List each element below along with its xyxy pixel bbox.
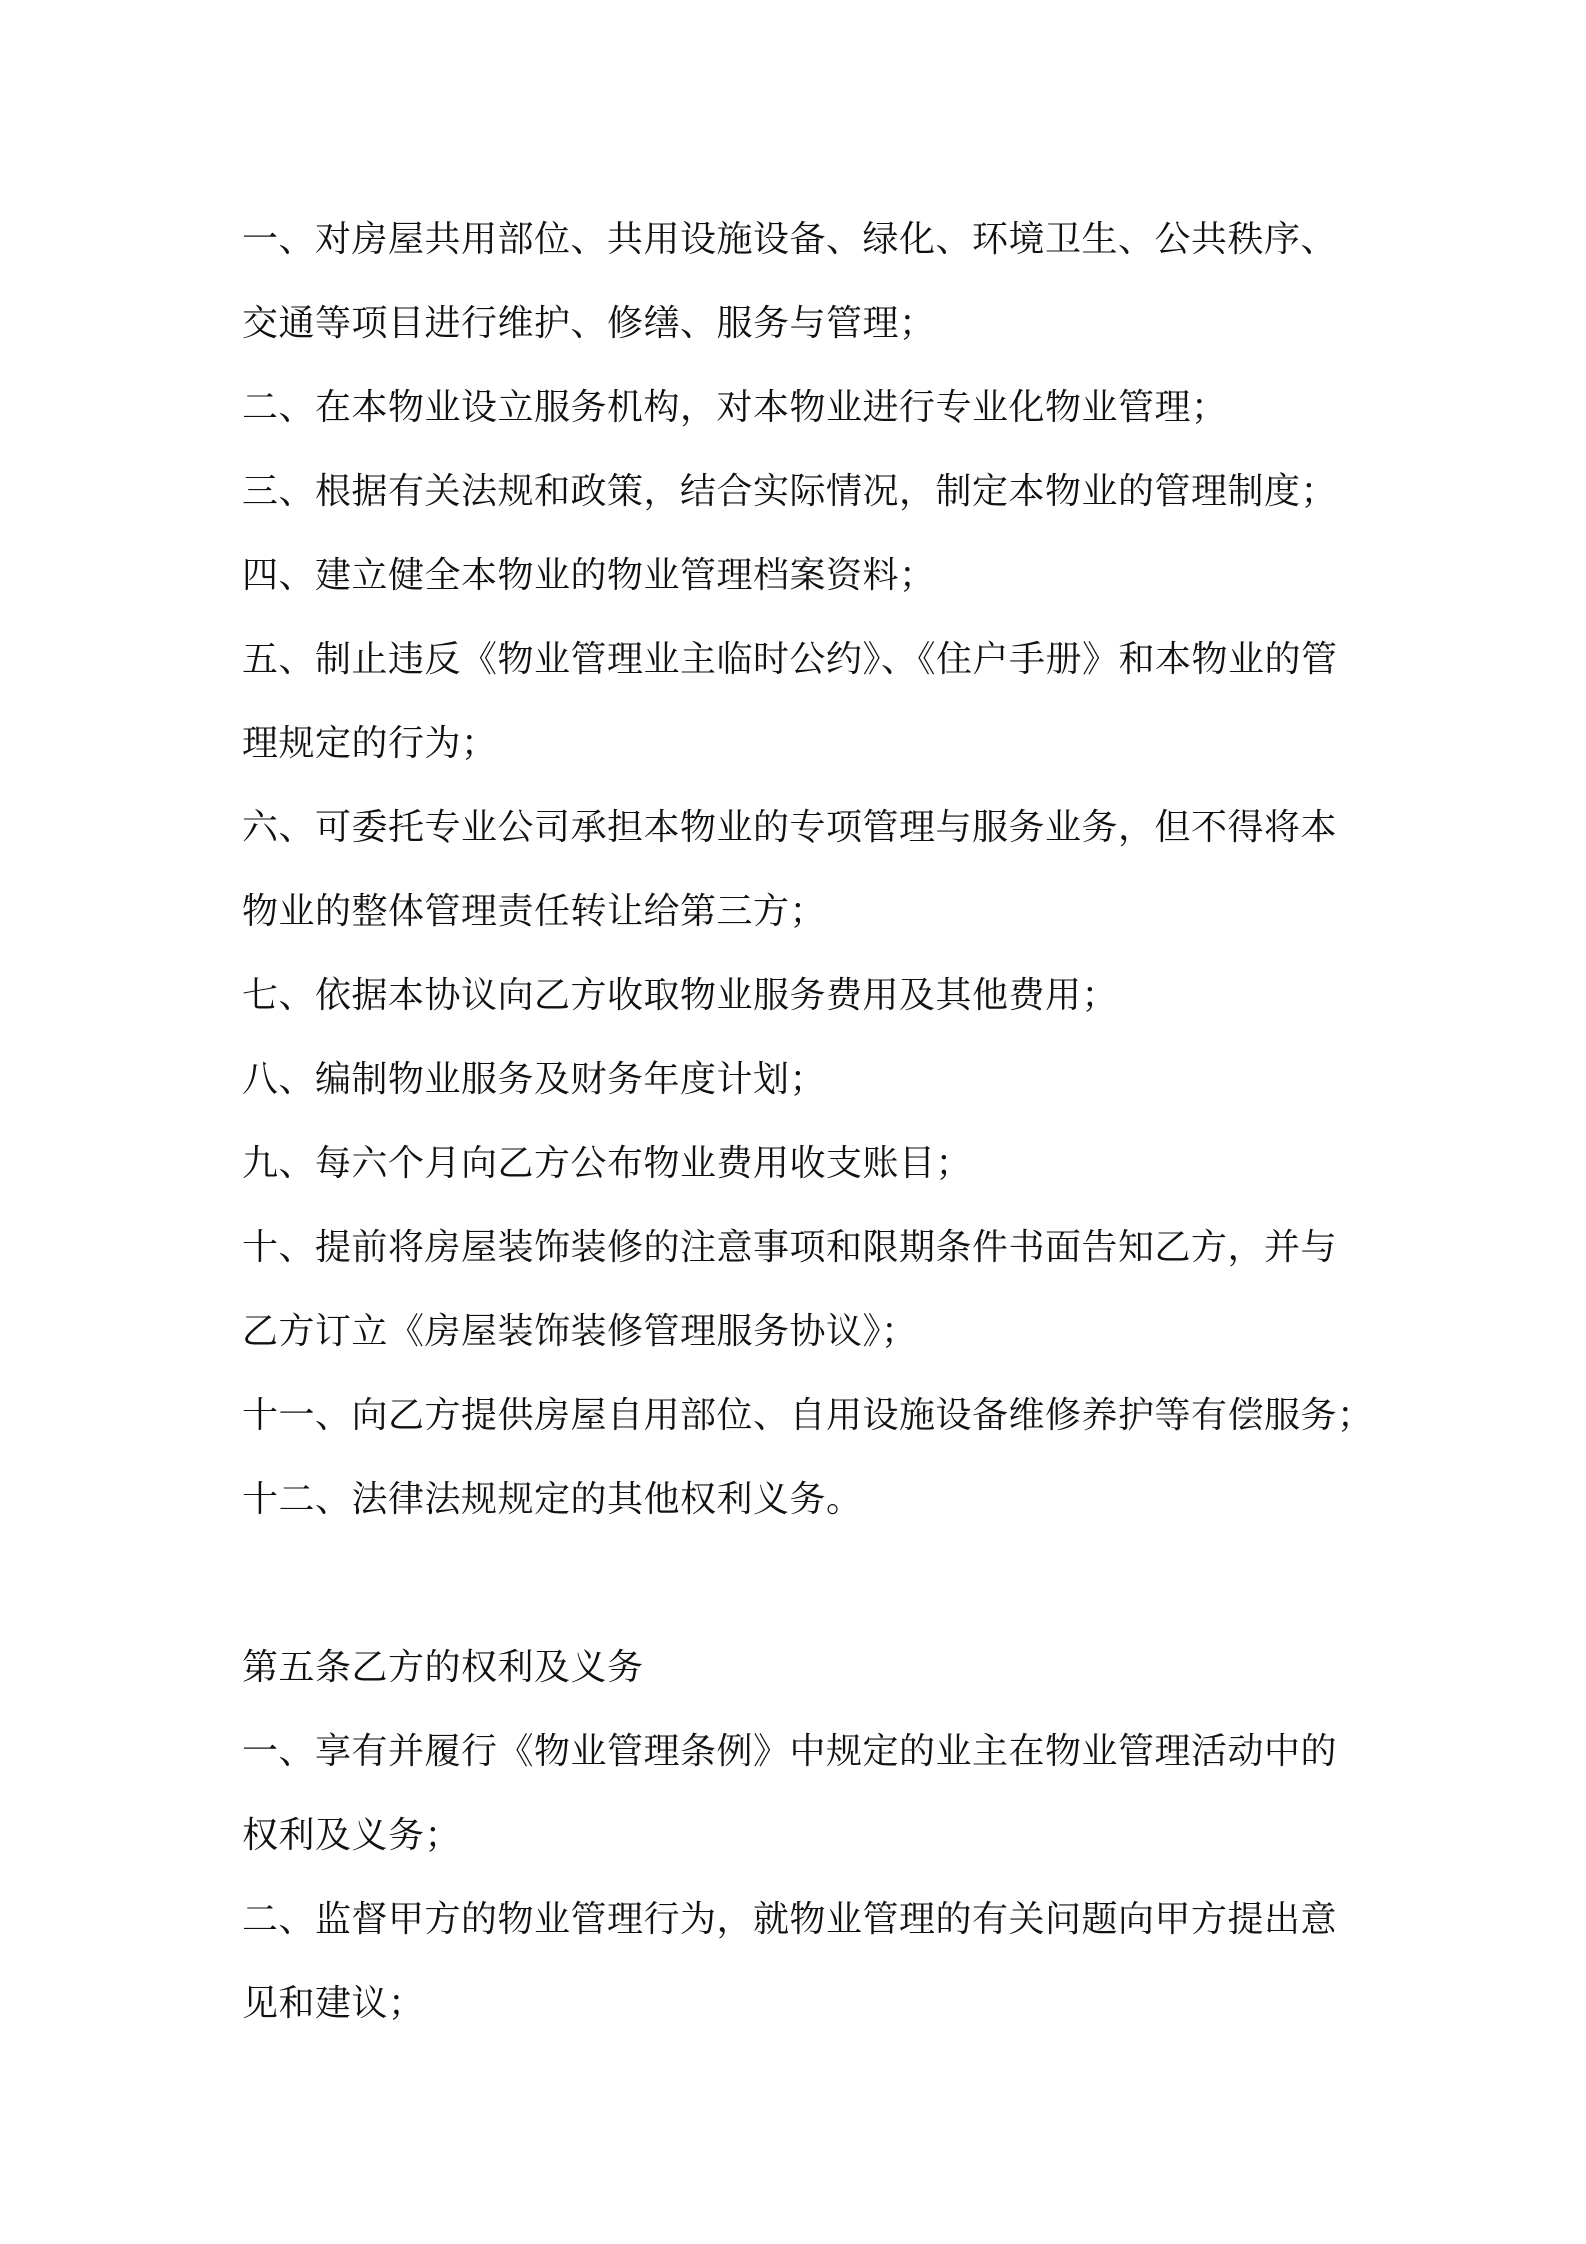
text-line: 见和建议； <box>242 1983 425 2024</box>
text-line: 五、制止违反《物业管理业主临时公约》、《住户手册》和本物业的管 <box>242 639 1338 680</box>
text-line: 四、建立健全本物业的物业管理档案资料； <box>242 555 936 596</box>
text-line: 九、每六个月向乙方公布物业费用收支账目； <box>242 1143 973 1184</box>
text-line: 十二、法律法规规定的其他权利义务。 <box>242 1479 863 1520</box>
text-line: 二、监督甲方的物业管理行为，就物业管理的有关问题向甲方提出意 <box>242 1899 1338 1940</box>
text-line: 乙方订立《房屋装饰装修管理服务协议》； <box>242 1311 918 1352</box>
text-line: 物业的整体管理责任转让给第三方； <box>242 891 827 932</box>
text-line: 六、可委托专业公司承担本物业的专项管理与服务业务，但不得将本 <box>242 807 1338 848</box>
text-line: 十、提前将房屋装饰装修的注意事项和限期条件书面告知乙方，并与 <box>242 1227 1338 1268</box>
text-line: 八、编制物业服务及财务年度计划； <box>242 1059 827 1100</box>
article-heading: 第五条乙方的权利及义务 <box>242 1647 644 1688</box>
text-line: 二、在本物业设立服务机构，对本物业进行专业化物业管理； <box>242 387 1228 428</box>
document-body <box>242 198 1374 2046</box>
text-line: 权利及义务； <box>242 1815 462 1856</box>
text-line: 理规定的行为； <box>242 723 498 764</box>
text-line: 一、对房屋共用部位、共用设施设备、绿化、环境卫生、公共秩序、 <box>242 219 1338 260</box>
text-line: 七、依据本协议向乙方收取物业服务费用及其他费用； <box>242 975 1119 1016</box>
text-line: 十一、向乙方提供房屋自用部位、自用设施设备维修养护等有偿服务； <box>242 1395 1374 1436</box>
text-line: 交通等项目进行维护、修缮、服务与管理； <box>242 303 936 344</box>
text-line: 一、享有并履行《物业管理条例》中规定的业主在物业管理活动中的 <box>242 1731 1338 1772</box>
text-line: 三、根据有关法规和政策，结合实际情况，制定本物业的管理制度； <box>242 471 1338 512</box>
